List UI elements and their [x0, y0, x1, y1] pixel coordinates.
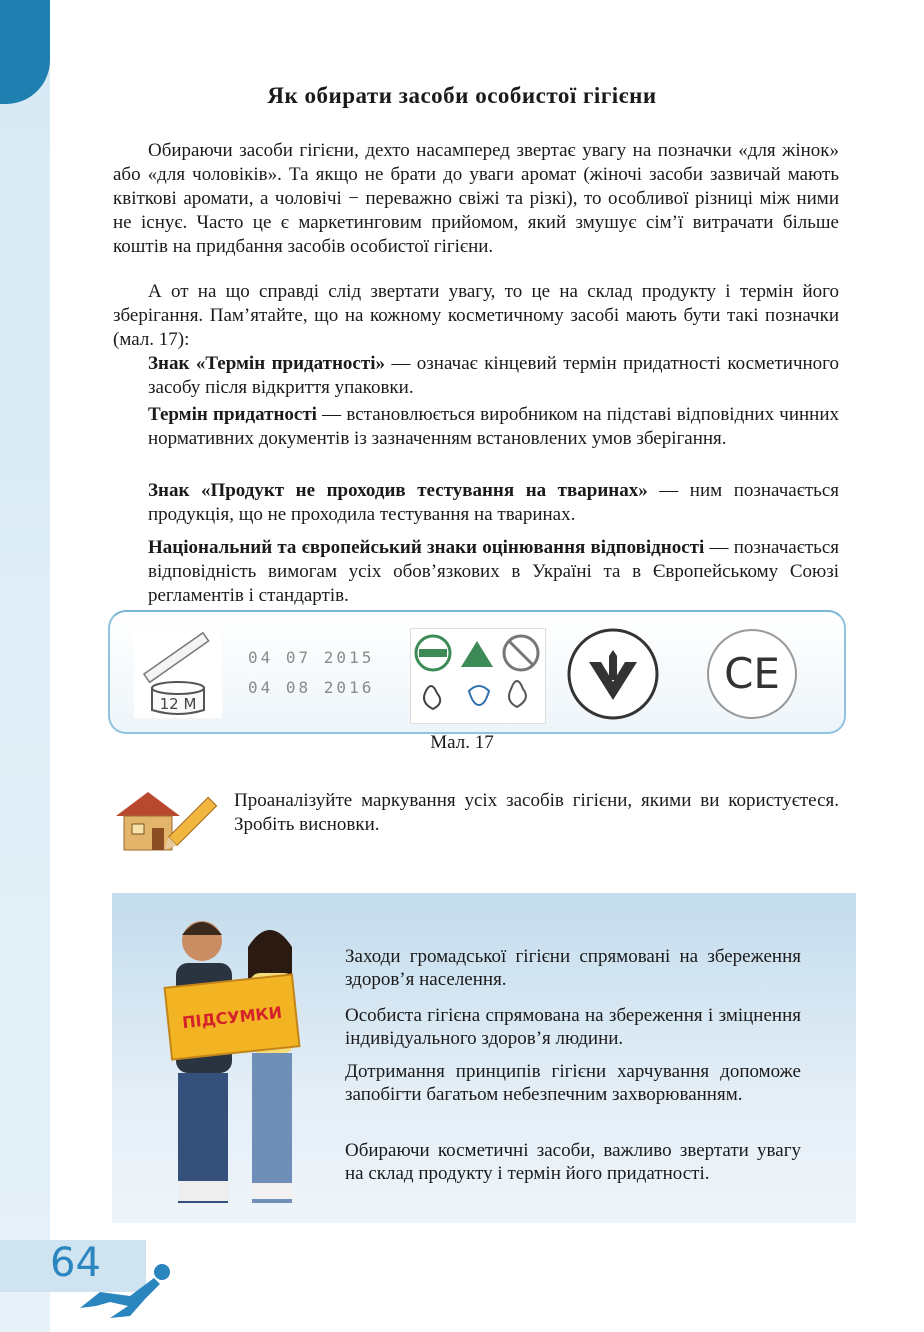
ce-mark-icon — [704, 626, 800, 722]
left-margin-band — [0, 0, 50, 1332]
summary-item-1: Заходи громадської гігієни спрямовані на збереження здоров’я населення. — [345, 946, 801, 990]
definition-conformity — [148, 536, 839, 608]
ce-label: CE — [724, 649, 780, 698]
definition-term: Знак «Продукт не проходив тестування на тваринах» — [148, 480, 648, 501]
definition-text: — ним позначається продукція, що не проходила тестування на тваринах. — [148, 480, 839, 525]
paragraph-1: Обираючи засоби гігієни, дехто насамперед звертає увагу на позначки «для жінок» або «для чоловіків». Та якщо не брати до уваги аромат (жіночі засоби зазвичай мають квіткові аромати, а чоловічі − переважно свіжі та різкі), то особливої різниці між ними не існує. Часто це є маркетинговим прийомом, який змушує сім’ї витрачати більше коштів на придбання засобів особистої гігієни. — [113, 140, 839, 257]
definition-animal-testing — [148, 479, 839, 527]
ukrainian-conformity-mark-icon — [565, 626, 661, 722]
definition-expiry-sign — [148, 352, 839, 400]
pao-jar-icon — [134, 630, 222, 718]
definition-text: — позначається відповідність вимогам усіх обов’язкових в Україні та в Європейському Союзі регламентів і стандартів. — [148, 537, 839, 606]
summary-item-2: Особиста гігієна спрямована на збереження і зміцнення індивідуального здоров’я людини. — [345, 1005, 801, 1049]
paragraph-2: А от на що справді слід звертати увагу, то це на склад продукту і термін його зберігання. Пам’ятайте, що на кожному косметичному засобі мають бути такі позначки (мал. 17): — [113, 281, 839, 350]
summary-item-3: Дотримання принципів гігієни харчування допоможе запобігти багатьом небезпечним захворюванням. — [345, 1061, 801, 1105]
definition-term: Термін придатності — [148, 404, 317, 425]
task-text: Проаналізуйте маркування усіх засобів гігієни, якими ви користуєтеся. Зробіть висновки. — [234, 790, 839, 835]
running-figure-icon — [70, 1262, 180, 1322]
definition-term: Національний та європейський знаки оцінювання відповідності — [148, 537, 705, 558]
students-illustration — [132, 907, 332, 1223]
summary-panel — [112, 893, 856, 1223]
section-heading: Як обирати засоби особистої гігієни — [267, 83, 657, 108]
definition-expiry-term — [148, 403, 839, 451]
definition-term: Знак «Термін придатності» — [148, 353, 385, 374]
date-open: 04 07 2015 — [248, 648, 375, 667]
summary-item-4: Обираючи косметичні засоби, важливо звертати увагу на склад продукту і термін його придатності. — [345, 1140, 801, 1184]
pao-label: 12 M — [159, 695, 197, 713]
definition-text: — встановлюється виробником на підставі відповідних чинних нормативних документів із зазначенням встановлених умов зберігання. — [148, 404, 839, 449]
figure-17-panel — [108, 610, 846, 734]
summary-sign-label: ПІДСУМКИ — [181, 1002, 283, 1033]
cruelty-free-icons — [410, 628, 546, 724]
definition-text: — означає кінцевий термін придатності косметичного засобу після відкриття упаковки. — [148, 353, 839, 398]
page-number: 64 — [50, 1240, 101, 1286]
house-pencil-icon — [114, 784, 222, 856]
figure-caption: Мал. 17 — [430, 732, 494, 753]
date-expiry: 04 08 2016 — [248, 678, 375, 697]
